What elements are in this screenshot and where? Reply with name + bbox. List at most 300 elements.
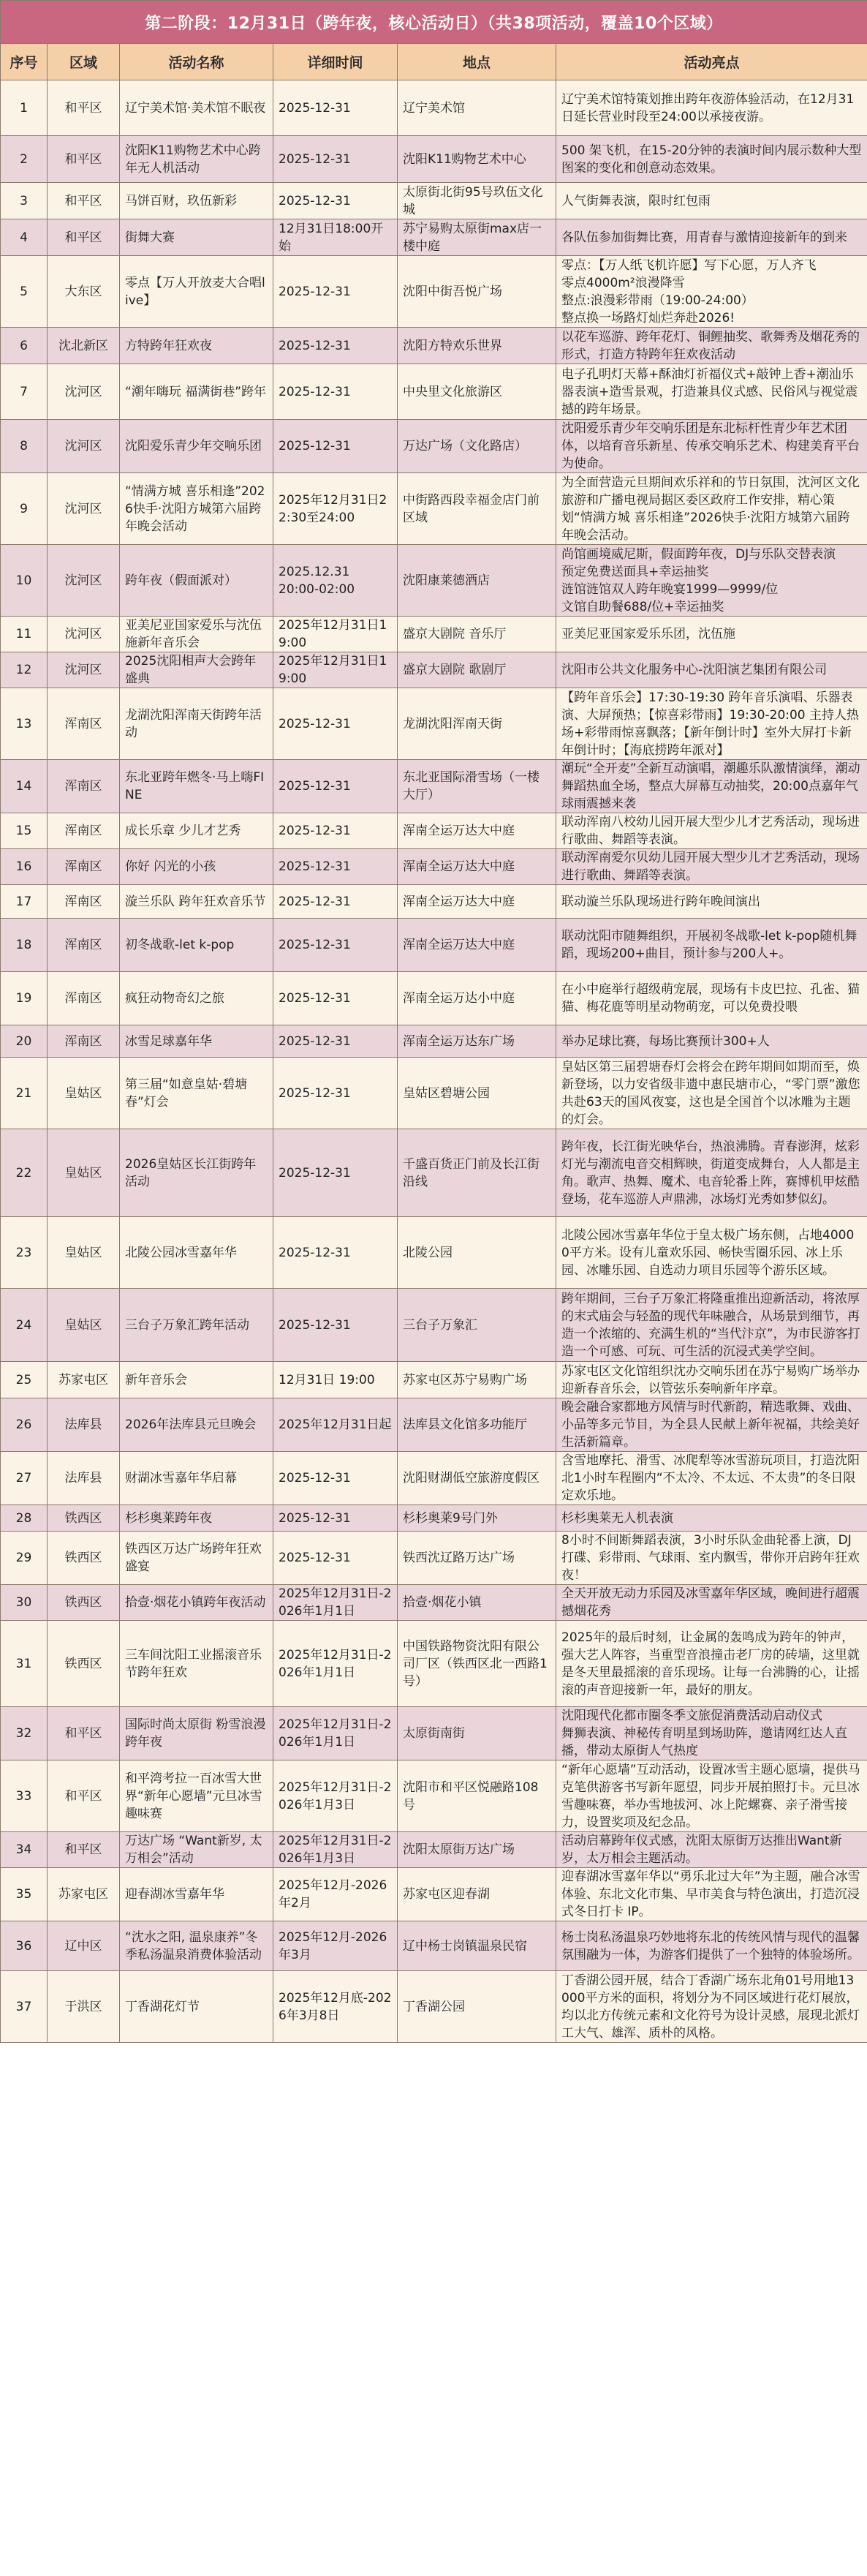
row-area-cell	[48, 1532, 120, 1585]
row-highlights-cell	[556, 1362, 867, 1398]
row-time-cell	[273, 136, 398, 183]
row-area-cell	[48, 813, 120, 849]
row-time-cell	[273, 885, 398, 919]
row-area: 铁西区	[64, 1510, 102, 1526]
row-place: 浑南全运万达大中庭	[403, 824, 515, 838]
row-index: 33	[15, 1788, 32, 1804]
row-place: 沈阳太原街万达广场	[403, 1842, 515, 1857]
row-activity-name: “沈水之阳, 温泉康养”冬季私汤温泉消费体验活动	[125, 1929, 262, 1962]
row-highlights-cell	[556, 1921, 867, 1971]
row-highlights-cell	[556, 136, 867, 183]
row-activity-name-cell	[120, 420, 273, 473]
row-time-cell	[273, 219, 398, 256]
row-place: 沈阳K11购物艺术中心	[403, 151, 526, 167]
row-index: 17	[15, 894, 32, 909]
row-highlights: 为全面营造元旦期间欢乐祥和的节日氛围，沈河区文化旅游和广播电视局据区委区政府工作安排，精心策划“情满方城 喜乐相逢”2026快手·沈阳方城第六届跨年晚会活动。	[561, 475, 860, 543]
row-place: 中国铁路物资沈阳有限公司厂区（铁西区北一西路1号）	[403, 1638, 548, 1689]
row-index-cell	[1, 136, 48, 183]
row-highlights: 皇姑区第三届碧塘春灯会将会在跨年期间如期而至，焕新登场，以力安省级非遗中惠民塘市心，“零门票”激您共赴63天的国风夜宴，这也是全国首个以冰雕为主题的灯会。	[561, 1059, 860, 1127]
row-area: 沈河区	[64, 439, 102, 453]
row-highlights: 跨年期间，三台子万象汇将隆重推出迎新活动，将浓厚的末式庙会与轻盈的现代年味融合，从场景到细节，再造一个浓缩的、充满生机的“当代汴京”，为市民游客打造一个可感、可玩、可生活的沉浸式美学空间。	[561, 1291, 860, 1359]
row-place: 沈阳市和平区悦融路108号	[403, 1780, 539, 1812]
row-area: 和平区	[64, 100, 102, 116]
row-place: 浑南全运万达东广场	[403, 1033, 515, 1049]
row-index: 23	[15, 1245, 32, 1260]
row-activity-name: 漩兰乐队 跨年狂欢音乐节	[125, 894, 266, 909]
row-area-cell	[48, 364, 120, 420]
row-time-cell	[273, 364, 398, 420]
table-row	[1, 1129, 867, 1217]
row-place: 法库县文化馆多功能厅	[403, 1417, 527, 1432]
row-activity-name-cell	[120, 688, 273, 760]
row-activity-name: 新年音乐会	[125, 1372, 187, 1387]
row-activity-name: 2025沈阳相声大会跨年盛典	[125, 654, 257, 686]
row-index: 10	[15, 573, 32, 588]
row-area-cell	[48, 545, 120, 617]
header-index: 序号	[1, 44, 48, 80]
row-activity-name-cell	[120, 1058, 273, 1129]
row-activity-name: 沈阳爱乐青少年交响乐团	[125, 439, 262, 453]
row-time: 2025-12-31	[279, 991, 351, 1006]
row-time: 2025-12-31	[279, 100, 351, 116]
row-index-cell	[1, 1505, 48, 1532]
row-index: 13	[15, 716, 32, 731]
row-time: 2025年12月31日-2026年1月1日	[279, 1586, 392, 1619]
row-place-cell	[398, 1025, 556, 1058]
row-area-cell	[48, 420, 120, 473]
row-highlights: 北陵公园冰雪嘉年华位于皇太极广场东侧，占地40000平方米。设有儿童欢乐园、畅快雪圈乐园、冰上乐园、冰雕乐园、自选动力项目乐园等个游乐区域。	[561, 1227, 855, 1278]
row-place: 三台子万象汇	[403, 1317, 477, 1333]
row-highlights: 杨士岗私汤温泉巧妙地将东北的传统风情与现代的温馨氛围融为一体，为游客们提供了一个独特的体验场所。	[561, 1929, 860, 1962]
table-row	[1, 1971, 867, 2043]
row-time: 2025-12-31	[279, 716, 351, 731]
row-place: 苏家屯区迎春湖	[403, 1887, 490, 1902]
table-row	[1, 1217, 867, 1289]
row-index: 3	[20, 193, 28, 208]
table-row	[1, 183, 867, 219]
table-row	[1, 1452, 867, 1505]
row-index-cell	[1, 364, 48, 420]
row-highlights: 【跨年音乐会】17:30-19:30 跨年音乐演唱、乐器表演、大屏预热；【惊喜彩带雨】19:30-20:00 主持人热场+彩带雨惊喜飘落；【新年倒计时】室外大屏打卡新年倒计时；【海底捞跨年派对】	[561, 690, 860, 758]
table-row	[1, 652, 867, 688]
row-activity-name-cell	[120, 1362, 273, 1398]
table-row	[1, 1362, 867, 1398]
row-activity-name-cell	[120, 1832, 273, 1868]
row-activity-name: 万达广场 “Want新岁, 太万相会”活动	[125, 1834, 262, 1866]
row-time: 2025年12月31日起	[279, 1417, 392, 1432]
row-highlights-cell	[556, 1760, 867, 1832]
row-activity-name: 街舞大赛	[125, 230, 175, 245]
header-area: 区域	[48, 44, 120, 80]
row-area: 法库县	[64, 1471, 102, 1485]
row-place: 龙湖沈阳浑南天街	[403, 716, 502, 731]
row-index-cell	[1, 1452, 48, 1505]
row-highlights: 举办足球比赛，每场比赛预计300+人	[561, 1033, 770, 1049]
row-place: 太原街南街	[403, 1726, 465, 1741]
row-activity-name-cell	[120, 813, 273, 849]
row-time: 12月31日18:00开始	[279, 221, 384, 254]
row-place-cell	[398, 1362, 556, 1398]
row-highlights-cell	[556, 1398, 867, 1452]
row-area-cell	[48, 1868, 120, 1921]
row-activity-name-cell	[120, 219, 273, 256]
row-place-cell	[398, 652, 556, 688]
row-highlights: 含雪地摩托、滑雪、冰爬犁等冰雪游玩项目，打造沈阳北1小时车程圈内“不太冷、不太远、不太贵”的冬日限定欢乐地。	[561, 1453, 860, 1503]
row-activity-name: 方特跨年狂欢夜	[125, 338, 212, 353]
table-row	[1, 813, 867, 849]
row-activity-name: 你好 闪光的小孩	[125, 859, 216, 874]
row-area-cell	[48, 1362, 120, 1398]
row-index: 36	[15, 1938, 32, 1954]
row-time-cell	[273, 849, 398, 885]
row-index-cell	[1, 1707, 48, 1760]
row-time: 2025年12月31日-2026年1月3日	[279, 1780, 392, 1812]
row-area-cell	[48, 136, 120, 183]
row-activity-name: 辽宁美术馆·美术馆不眠夜	[125, 100, 266, 116]
row-highlights-cell	[556, 849, 867, 885]
row-highlights: 迎春湖冰雪嘉年华以“勇乐北过大年”为主题，融合冰雪体验、东北文化市集、早市美食与特色演出，打造沉浸式冬日打卡 IP。	[561, 1869, 860, 1919]
row-time: 2025-12-31	[279, 338, 351, 353]
row-index-cell	[1, 420, 48, 473]
row-activity-name: 丁香湖花灯节	[125, 1999, 200, 2014]
row-area: 浑南区	[64, 991, 102, 1006]
row-index-cell	[1, 919, 48, 972]
row-place: 盛京大剧院 歌剧厅	[403, 663, 507, 677]
row-time-cell	[273, 256, 398, 328]
row-area: 浑南区	[64, 1033, 102, 1049]
row-area-cell	[48, 328, 120, 364]
table-row	[1, 1505, 867, 1532]
row-area: 浑南区	[64, 938, 102, 952]
row-activity-name: 龙湖沈阳浑南天街跨年活动	[125, 707, 262, 740]
row-index: 34	[15, 1842, 32, 1857]
row-area: 皇姑区	[64, 1085, 102, 1101]
row-time: 2025年12月31日-2026年1月3日	[279, 1834, 392, 1866]
row-index: 37	[15, 1999, 32, 2014]
row-highlights-cell	[556, 1971, 867, 2043]
row-place-cell	[398, 813, 556, 849]
row-place-cell	[398, 328, 556, 364]
row-activity-name-cell	[120, 545, 273, 617]
row-place-cell	[398, 972, 556, 1025]
row-highlights: 辽宁美术馆特策划推出跨年夜游体验活动，在12月31日延长营业时段至24:00以承接夜游。	[561, 91, 855, 124]
row-area: 铁西区	[64, 1551, 102, 1565]
row-area: 辽中区	[64, 1938, 102, 1954]
row-highlights: 晚会融合家都地方风情与时代新韵，精选歌舞、戏曲、小品等多元节目，为全县人民献上新年祝福，共绘美好生活新篇章。	[561, 1400, 860, 1450]
row-index: 2	[20, 151, 28, 167]
row-index-cell	[1, 1971, 48, 2043]
row-time: 2025-12-31	[279, 1551, 351, 1565]
row-area: 沈北新区	[58, 338, 108, 353]
row-place-cell	[398, 1398, 556, 1452]
row-area-cell	[48, 1921, 120, 1971]
row-time-cell	[273, 1058, 398, 1129]
row-place-cell	[398, 885, 556, 919]
table-row	[1, 136, 867, 183]
table-row	[1, 256, 867, 328]
row-activity-name: 东北亚跨年燃冬·马上嗨FINE	[125, 770, 265, 802]
row-highlights: 500 架飞机，在15-20分钟的表演时间内展示数种大型图案的变化和创意动态效果。	[561, 143, 862, 176]
row-highlights: 全天开放无动力乐园及冰雪嘉年华区域，晚间进行超震撼烟花秀	[561, 1586, 860, 1619]
row-place: 盛京大剧院 音乐厅	[403, 627, 507, 641]
row-index-cell	[1, 80, 48, 136]
row-time: 2025-12-31	[279, 1471, 351, 1485]
row-place: 皇姑区碧塘公园	[403, 1085, 490, 1101]
row-area: 浑南区	[64, 779, 102, 794]
row-activity-name: 杉杉奥莱跨年夜	[125, 1510, 212, 1526]
row-activity-name-cell	[120, 1621, 273, 1707]
row-time-cell	[273, 1832, 398, 1868]
row-place: 千盛百货正门前及长江街沿线	[403, 1156, 539, 1189]
row-index: 26	[15, 1417, 32, 1432]
row-time: 2025-12-31	[279, 824, 351, 838]
row-highlights-cell	[556, 1868, 867, 1921]
row-time-cell	[273, 972, 398, 1025]
row-highlights: 尚馆画境威尼斯，假面跨年夜，DJ与乐队交替表演 预定免费送面具+幸运抽奖 涟馆涟馆双人跨年晚宴1999—9999/位 文馆自助餐688/位+幸运抽奖	[561, 546, 836, 614]
row-time: 2025年12月-2026年3月	[279, 1929, 387, 1962]
row-area: 浑南区	[64, 859, 102, 874]
row-index-cell	[1, 1289, 48, 1362]
row-area-cell	[48, 652, 120, 688]
row-place: 东北亚国际滑雪场（一楼大厅）	[403, 770, 539, 802]
row-area: 苏家屯区	[58, 1887, 108, 1902]
row-time-cell	[273, 652, 398, 688]
row-highlights-cell	[556, 688, 867, 760]
row-highlights: 2025年的最后时刻，让金属的轰鸣成为跨年的钟声，强大艺人阵容，当重型音浪撞击老厂房的砖墙，这里就是冬天里最摇滚的音乐现场。让每一台沸腾的心，让摇滚的声音迎接新一年，最好的朋友。	[561, 1630, 860, 1698]
row-activity-name: 马饼百财，玖伍新彩	[125, 193, 237, 208]
row-place: 沈阳中街吾悦广场	[403, 284, 502, 299]
row-activity-name: 2026皇姑区长江街跨年活动	[125, 1156, 257, 1189]
row-area: 和平区	[64, 193, 102, 208]
row-activity-name: 沈阳K11购物艺术中心跨年无人机活动	[125, 143, 261, 176]
row-time-cell	[273, 1217, 398, 1289]
row-highlights-cell	[556, 1025, 867, 1058]
row-place-cell	[398, 1289, 556, 1362]
row-time: 2025-12-31	[279, 1165, 351, 1180]
row-highlights: 苏家屯区文化馆组织沈办交响乐团在苏宁易购广场举办迎新春音乐会，以管弦乐奏响新年序章。	[561, 1363, 860, 1396]
row-place: 苏宁易购太原街max店一楼中庭	[403, 221, 542, 254]
row-activity-name-cell	[120, 136, 273, 183]
row-highlights: 联动浑南爱尔贝幼儿园开展大型少儿才艺秀活动，现场进行歌曲、舞蹈等表演。	[561, 851, 860, 883]
row-time-cell	[273, 1532, 398, 1585]
row-area-cell	[48, 1832, 120, 1868]
row-index-cell	[1, 219, 48, 256]
row-place-cell	[398, 1505, 556, 1532]
table-row	[1, 1832, 867, 1868]
row-place-cell	[398, 1868, 556, 1921]
row-time-cell	[273, 420, 398, 473]
row-area-cell	[48, 688, 120, 760]
row-index-cell	[1, 760, 48, 813]
row-place: 丁香湖公园	[403, 1999, 465, 2014]
row-time-cell	[273, 919, 398, 972]
row-place-cell	[398, 1532, 556, 1585]
row-activity-name-cell	[120, 328, 273, 364]
row-activity-name: 和平湾考拉一百冰雪大世界“新年心愿墙”元旦冰雪趣味赛	[125, 1771, 262, 1821]
row-time-cell	[273, 545, 398, 617]
row-activity-name-cell	[120, 256, 273, 328]
row-time: 2025年12月31日19:00	[279, 618, 387, 650]
row-highlights-cell	[556, 1289, 867, 1362]
table-row	[1, 80, 867, 136]
row-activity-name: 迎春湖冰雪嘉年华	[125, 1887, 224, 1902]
header-place: 地点	[398, 44, 556, 80]
row-place: 万达广场（文化路店）	[403, 439, 527, 453]
row-index-cell	[1, 849, 48, 885]
row-highlights-cell	[556, 473, 867, 545]
row-time: 12月31日 19:00	[279, 1372, 375, 1387]
row-activity-name-cell	[120, 652, 273, 688]
row-activity-name: 亚美尼亚国家爱乐与沈伍施新年音乐会	[125, 618, 262, 650]
row-highlights: 8小时不间断舞蹈表演，3小时乐队金曲轮番上演，DJ打碟、彩带雨、气球雨、室内飘雪，带你开启跨年狂欢夜！	[561, 1533, 860, 1583]
row-highlights-cell	[556, 1621, 867, 1707]
row-place: 杉杉奥莱9号门外	[403, 1510, 498, 1526]
row-index: 1	[20, 100, 28, 116]
row-time: 2025年12月31日19:00	[279, 654, 387, 686]
row-activity-name: 疯狂动物奇幻之旅	[125, 991, 224, 1006]
row-area-cell	[48, 473, 120, 545]
row-place-cell	[398, 1760, 556, 1832]
row-area-cell	[48, 183, 120, 219]
row-time-cell	[273, 80, 398, 136]
row-index: 9	[20, 501, 28, 516]
row-highlights: “新年心愿墙”互动活动，设置冰雪主题心愿墙，提供马克笔供游客书写新年愿望，同步开展拍照打卡。元旦冰雪趣味赛，举办雪地拔河、冰上陀螺赛、亲子滑雪接力，设置奖项及纪念品。	[561, 1762, 860, 1830]
row-highlights-cell	[556, 545, 867, 617]
row-area-cell	[48, 1129, 120, 1217]
row-time-cell	[273, 1362, 398, 1398]
row-highlights: 沈阳市公共文化服务中心-沈阳演艺集团有限公司	[561, 663, 828, 677]
row-time-cell	[273, 1621, 398, 1707]
row-activity-name: 铁西区万达广场跨年狂欢盛宴	[125, 1542, 262, 1574]
table-row	[1, 688, 867, 760]
row-time: 2025-12-31	[279, 284, 351, 299]
row-area-cell	[48, 849, 120, 885]
row-highlights-cell	[556, 1832, 867, 1868]
table-row	[1, 1058, 867, 1129]
row-place-cell	[398, 420, 556, 473]
row-area: 和平区	[64, 230, 102, 245]
row-area-cell	[48, 1217, 120, 1289]
row-time-cell	[273, 473, 398, 545]
row-area-cell	[48, 1585, 120, 1621]
row-highlights-cell	[556, 813, 867, 849]
row-area: 沈河区	[64, 627, 102, 641]
row-time-cell	[273, 1025, 398, 1058]
row-activity-name-cell	[120, 1707, 273, 1760]
row-activity-name: 跨年夜（假面派对）	[125, 573, 237, 588]
row-area: 铁西区	[64, 1656, 102, 1671]
row-place: 浑南全运万达大中庭	[403, 938, 515, 952]
row-place: 沈阳康莱德酒店	[403, 573, 490, 588]
row-time-cell	[273, 1971, 398, 2043]
row-highlights-cell	[556, 1505, 867, 1532]
row-index: 18	[15, 938, 32, 952]
row-index-cell	[1, 813, 48, 849]
row-activity-name-cell	[120, 617, 273, 652]
row-activity-name-cell	[120, 885, 273, 919]
row-index: 25	[15, 1372, 32, 1387]
row-place: 浑南全运万达大中庭	[403, 859, 515, 874]
row-index-cell	[1, 1760, 48, 1832]
table-row	[1, 1532, 867, 1585]
row-index: 29	[15, 1551, 32, 1565]
row-place: 沈阳财湖低空旅游度假区	[403, 1471, 539, 1485]
row-area: 于洪区	[64, 1999, 102, 2014]
row-time: 2025-12-31	[279, 151, 351, 167]
row-index-cell	[1, 1832, 48, 1868]
row-highlights: 沈阳爱乐青少年交响乐团是东北标杆性青少年艺术团体，以培育音乐新星、传承交响乐艺术、构建美育平台为使命。	[561, 421, 860, 471]
row-place-cell	[398, 256, 556, 328]
row-index-cell	[1, 1868, 48, 1921]
row-index-cell	[1, 652, 48, 688]
row-area-cell	[48, 1025, 120, 1058]
row-area: 沈河区	[64, 663, 102, 677]
row-area-cell	[48, 617, 120, 652]
row-time-cell	[273, 1760, 398, 1832]
row-highlights: 联动浑南八校幼儿园开展大型少儿才艺秀活动，现场进行歌曲、舞蹈等表演。	[561, 815, 860, 847]
row-time-cell	[273, 1868, 398, 1921]
row-time: 2025年12月-2026年2月	[279, 1878, 387, 1910]
row-area: 浑南区	[64, 716, 102, 731]
row-area: 浑南区	[64, 824, 102, 838]
row-place: 中央里文化旅游区	[403, 384, 502, 399]
row-index-cell	[1, 617, 48, 652]
row-area-cell	[48, 80, 120, 136]
row-highlights: 杉杉奥莱无人机表演	[561, 1510, 673, 1526]
row-time-cell	[273, 1505, 398, 1532]
row-place: 苏家屯区苏宁易购广场	[403, 1372, 527, 1387]
row-highlights: 沈阳现代化都市圈冬季文旅促消费活动启动仪式 舞狮表演、神秘传育明星到场助阵，邀请网红达人直播，带动太原街人气热度	[561, 1709, 847, 1758]
row-highlights-cell	[556, 1707, 867, 1760]
row-area: 和平区	[64, 1842, 102, 1857]
row-time-cell	[273, 1289, 398, 1362]
row-index-cell	[1, 545, 48, 617]
table-row	[1, 885, 867, 919]
row-index: 35	[15, 1887, 32, 1902]
row-area-cell	[48, 1289, 120, 1362]
row-highlights: 活动启幕跨年仪式感，沈阳太原街万达推出Want新岁，太万相会主题活动。	[561, 1834, 842, 1866]
row-time: 2025年12月底-2026年3月8日	[279, 1990, 392, 2023]
row-time-cell	[273, 183, 398, 219]
row-highlights: 人气街舞表演，限时红包雨	[561, 193, 711, 208]
row-highlights-cell	[556, 1058, 867, 1129]
row-place-cell	[398, 473, 556, 545]
row-time: 2025-12-31	[279, 859, 351, 874]
row-activity-name-cell	[120, 1585, 273, 1621]
row-index: 12	[15, 663, 32, 677]
row-activity-name-cell	[120, 1868, 273, 1921]
row-place-cell	[398, 688, 556, 760]
row-activity-name-cell	[120, 1760, 273, 1832]
row-index-cell	[1, 1217, 48, 1289]
row-activity-name-cell	[120, 972, 273, 1025]
table-row	[1, 473, 867, 545]
row-highlights-cell	[556, 183, 867, 219]
row-index: 15	[15, 824, 32, 838]
row-area: 沈河区	[64, 384, 102, 399]
row-index: 22	[15, 1165, 32, 1180]
row-place-cell	[398, 80, 556, 136]
row-highlights: 在小中庭举行超级萌宠展，现场有卡皮巴拉、孔雀、猫猫、梅花鹿等明星动物萌宠，可以免费投喂	[561, 982, 860, 1014]
row-highlights-cell	[556, 219, 867, 256]
row-highlights-cell	[556, 1129, 867, 1217]
row-place-cell	[398, 1058, 556, 1129]
row-index-cell	[1, 1025, 48, 1058]
row-area-cell	[48, 1452, 120, 1505]
row-time-cell	[273, 1921, 398, 1971]
row-highlights: 丁香湖公园开展，结合丁香湖广场东北角01号用地13000平方米的面积，将划分为不同区域进行花灯展放，均以北方传统元素和文化符号为设计灵感，展现北派灯工大气、雄浑、质朴的风格。	[561, 1973, 860, 2041]
row-index-cell	[1, 1921, 48, 1971]
